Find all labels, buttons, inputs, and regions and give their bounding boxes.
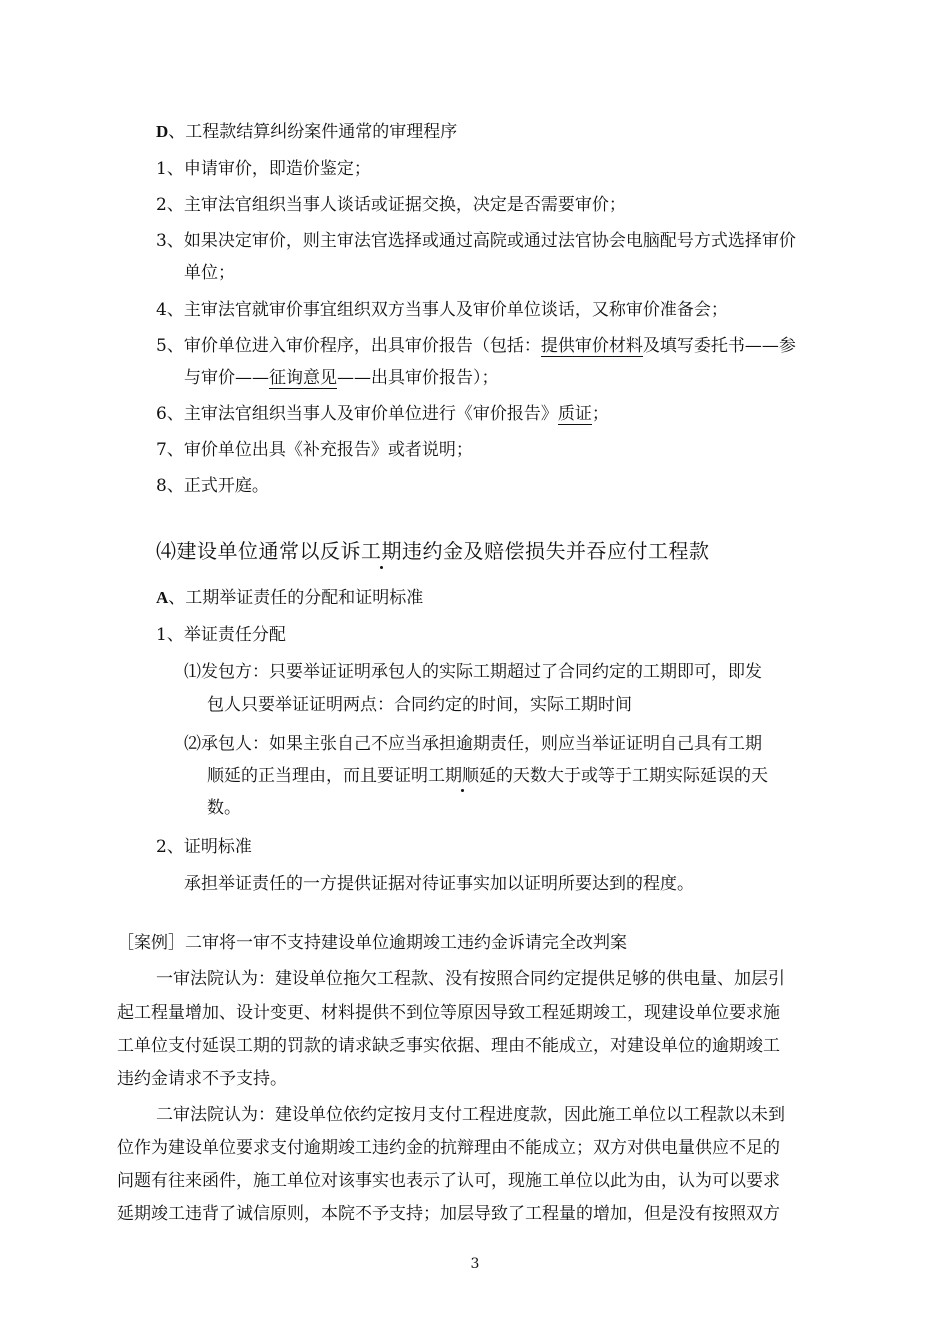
paragraph-line: 位作为建设单位要求支付逾期竣工违约金的抗辩理由不能成立；双方对供电量供应不足的 bbox=[117, 1138, 780, 1158]
text-segment: 5、审价单位进入审价程序，出具审价报告（包括： bbox=[156, 336, 541, 356]
sub-item-continuation: 包人只要举证证明两点：合同约定的时间，实际工期时间 bbox=[207, 695, 632, 715]
section-d-heading bbox=[156, 121, 457, 143]
sub-item-continuation: 数。 bbox=[207, 798, 241, 818]
list-item: 2、主审法官组织当事人谈话或证据交换，决定是否需要审价； bbox=[156, 195, 626, 215]
list-item: 3、如果决定审价，则主审法官选择或通过高院或通过法官协会电脑配号方式选择审价 bbox=[156, 231, 796, 251]
text-segment: ； bbox=[591, 404, 609, 424]
list-item-continuation bbox=[184, 367, 499, 389]
section-letter: D bbox=[156, 122, 169, 141]
list-item: 8、正式开庭。 bbox=[156, 476, 269, 496]
paragraph-line: 违约金请求不予支持。 bbox=[117, 1069, 287, 1089]
underlined-text: 提供审价材料 bbox=[540, 336, 643, 356]
text-segment: 顺延的正当理由，而且要证明 bbox=[207, 766, 428, 786]
section-a-heading bbox=[156, 587, 423, 609]
paragraph-line: 起工程量增加、设计变更、材料提供不到位等原因导致工程延期竣工，现建设单位要求施 bbox=[117, 1003, 780, 1023]
underlined-text: 质证 bbox=[557, 404, 592, 424]
list-item-continuation: 单位； bbox=[184, 263, 235, 283]
list-item bbox=[156, 403, 609, 425]
sub-item: ⑴发包方：只要举证证明承包人的实际工期超过了合同约定的工期即可，即发 bbox=[184, 662, 762, 682]
paragraph-line: 问题有往来函件，施工单位对该事实也表示了认可，现施工单位以此为由，认为可以要求 bbox=[117, 1171, 780, 1191]
text-segment: 与审价—— bbox=[184, 368, 269, 388]
sub-item: ⑵承包人：如果主张自己不应当承担逾期责任，则应当举证证明自己具有工期 bbox=[184, 734, 762, 754]
section-title: 、工程款结算纠纷案件通常的审理程序 bbox=[168, 122, 458, 142]
list-item: 7、审价单位出具《补充报告》或者说明； bbox=[156, 440, 473, 460]
list-item bbox=[156, 335, 796, 357]
text-segment: 的天数大于或等于工期实际延误的天 bbox=[496, 766, 768, 786]
list-item: 1、申请审价，即造价鉴定； bbox=[156, 159, 371, 179]
underlined-text: 征询意见 bbox=[269, 368, 337, 388]
text-segment: 违约金及赔偿损失并吞应付工程款 bbox=[402, 539, 710, 563]
section-letter: A bbox=[156, 588, 169, 607]
paragraph-line: 工单位支付延误工期的罚款的请求缺乏事实依据、理由不能成立，对建设单位的逾期竣工 bbox=[117, 1036, 780, 1056]
text-segment: 及填写委托书——参 bbox=[642, 336, 796, 356]
case-title: ［案例］二审将一审不支持建设单位逾期竣工违约金诉请完全改判案 bbox=[117, 933, 627, 953]
sub-item-continuation bbox=[207, 765, 768, 787]
emphasis-dotted-text: 工期顺延 bbox=[428, 766, 496, 786]
text-segment: ——出具审价报告）； bbox=[337, 368, 499, 388]
paragraph-text: 承担举证责任的一方提供证据对待证事实加以证明所要达到的程度。 bbox=[184, 874, 694, 894]
subsection-heading bbox=[156, 540, 710, 562]
paragraph-line: 二审法院认为：建设单位依约定按月支付工程进度款，因此施工单位以工程款以未到 bbox=[156, 1105, 785, 1125]
section-title: 、工期举证责任的分配和证明标准 bbox=[168, 588, 424, 608]
paragraph-line: 一审法院认为：建设单位拖欠工程款、没有按照合同约定提供足够的供电量、加层引 bbox=[156, 969, 785, 989]
list-item: 1、举证责任分配 bbox=[156, 625, 286, 645]
emphasis-dotted-text: 工期 bbox=[361, 539, 402, 563]
text-segment: 6、主审法官组织当事人及审价单位进行《审价报告》 bbox=[156, 404, 558, 424]
page-number: 3 bbox=[470, 1256, 480, 1272]
text-segment: ⑷建设单位通常以反诉 bbox=[156, 539, 361, 563]
paragraph-line: 延期竣工违背了诚信原则，本院不予支持；加层导致了工程量的增加，但是没有按照双方 bbox=[117, 1204, 780, 1224]
list-item: 2、证明标准 bbox=[156, 837, 252, 857]
list-item: 4、主审法官就审价事宜组织双方当事人及审价单位谈话，又称审价准备会； bbox=[156, 300, 728, 320]
